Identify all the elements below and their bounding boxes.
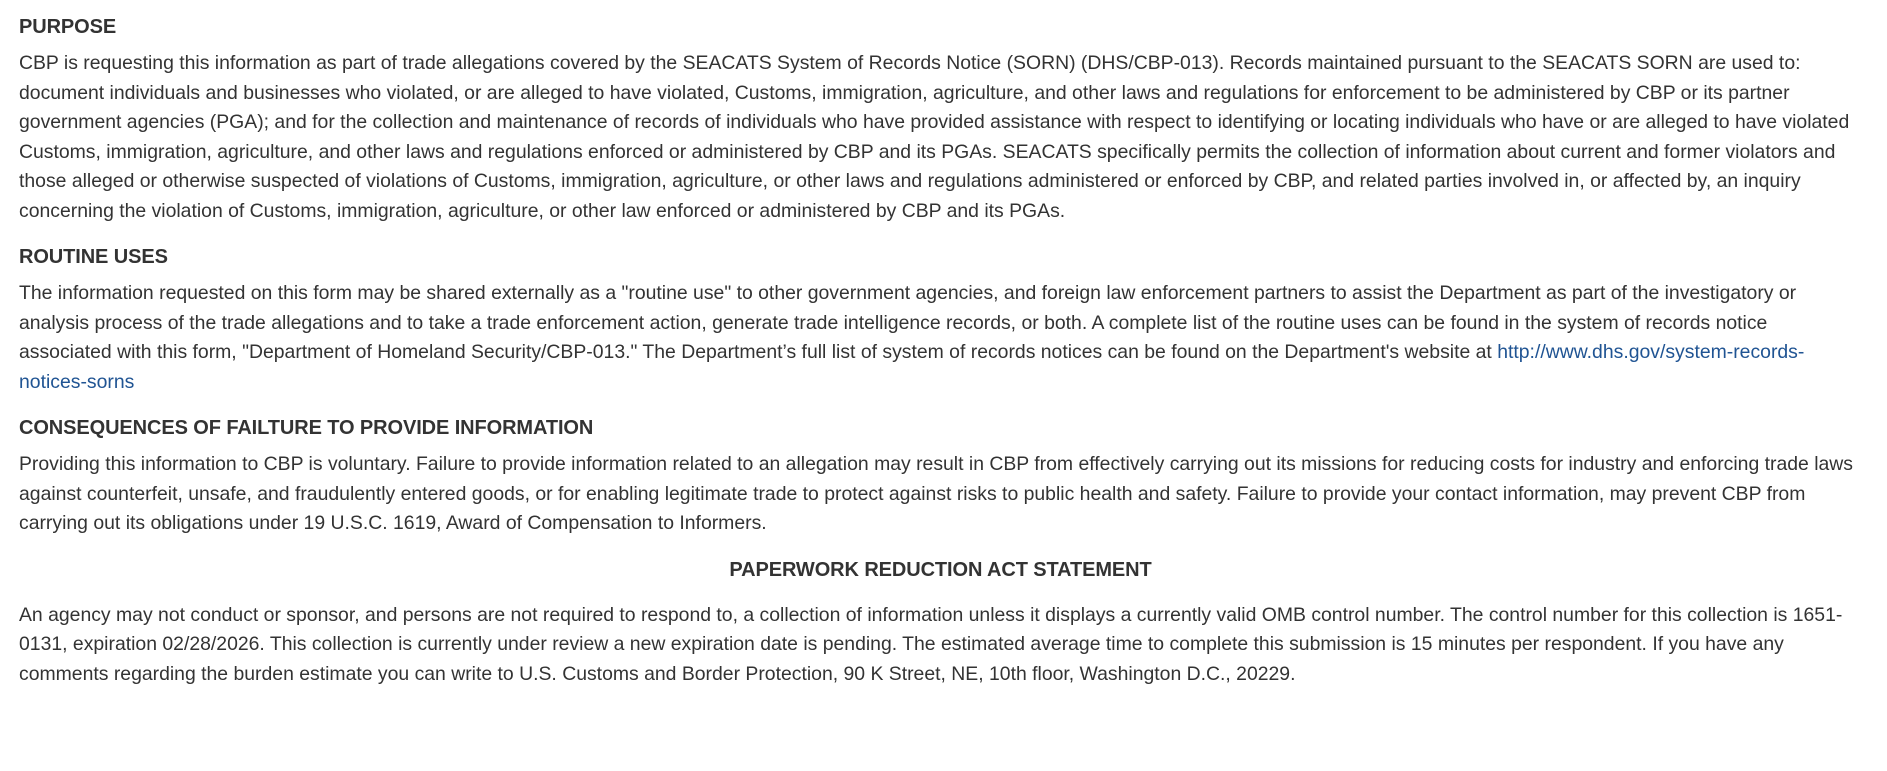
consequences-section — [19, 415, 1862, 539]
routine-uses-paragraph — [19, 279, 1862, 397]
routine-uses-heading: ROUTINE USES — [19, 246, 168, 268]
consequences-heading: CONSEQUENCES OF FAILTURE TO PROVIDE INFORMATION — [19, 417, 594, 439]
consequences-text: Providing this information to CBP is voluntary. Failure to provide information related to an allegation may result in CBP from effectively carrying out its missions for reducing costs for industry and enforcing trade laws against counterfeit, unsafe, and fraudulently entered goods, or for enabling legitimate trade to protect against risks to public health and safety. Failure to provide your contact information, may prevent CBP from carrying out its obligations under 19 U.S.C. 1619, Award of Compensation to Informers. — [19, 453, 1853, 534]
paperwork-text: An agency may not conduct or sponsor, and persons are not required to respond to, a collection of information unless it displays a currently valid OMB control number. The control number for this collection is 1651-0131, expiration 02/28/2026. This collection is currently under review a new expiration date is pending. The estimated average time to complete this submission is 15 minutes per respondent. If you have any comments regarding the burden estimate you can write to U.S. Customs and Border Protection, 90 K Street, NE, 10th floor, Washington D.C., 20229. — [19, 603, 1843, 685]
routine-uses-section — [19, 244, 1862, 397]
purpose-section — [19, 14, 1862, 226]
sorn-link[interactable]: http://www.dhs.gov/system-records-notices-sorns — [19, 341, 1805, 393]
purpose-text: CBP is requesting this information as part of trade allegations covered by the SEACATS System of Records Notice (SORN) (DHS/CBP-013). Records maintained pursuant to the SEACATS SORN are used to: document individuals and businesses who violated, or are alleged to have violated, Customs, immigration, agriculture, and other laws and regulations for enforcement to be administered by CBP or its partner government agencies (PGA); and for the collection and maintenance of records of individuals who have provided assistance with respect to identifying or locating individuals who have or are alleged to have violated Customs, immigration, agriculture, and other laws and regulations enforced or administered by CBP and its PGAs. SEACATS specifically permits the collection of information about current and former violators and those alleged or otherwise suspected of violations of Customs, immigration, agriculture, or other laws and regulations administered or enforced by CBP, and related parties involved in, or affected by, an inquiry concerning the violation of Customs, immigration, agriculture, or other law enforced or administered by CBP and its PGAs. — [19, 52, 1850, 222]
purpose-heading: PURPOSE — [19, 16, 117, 38]
routine-uses-text: The information requested on this form may be shared externally as a "routine use" to other government agencies, and foreign law enforcement partners to assist the Department as part of the investigatory or analysis process of the trade allegations and to take a trade enforcement action, generate trade intelligence records, or both. A complete list of the routine uses can be found in the system of records notice associated with this form, "Department of Homeland Security/CBP-013." The Department’s full list of system of records notices can be found on the Department's website at — [19, 282, 1797, 363]
paperwork-section — [19, 557, 1862, 690]
paperwork-heading: PAPERWORK REDUCTION ACT STATEMENT — [729, 558, 1152, 581]
